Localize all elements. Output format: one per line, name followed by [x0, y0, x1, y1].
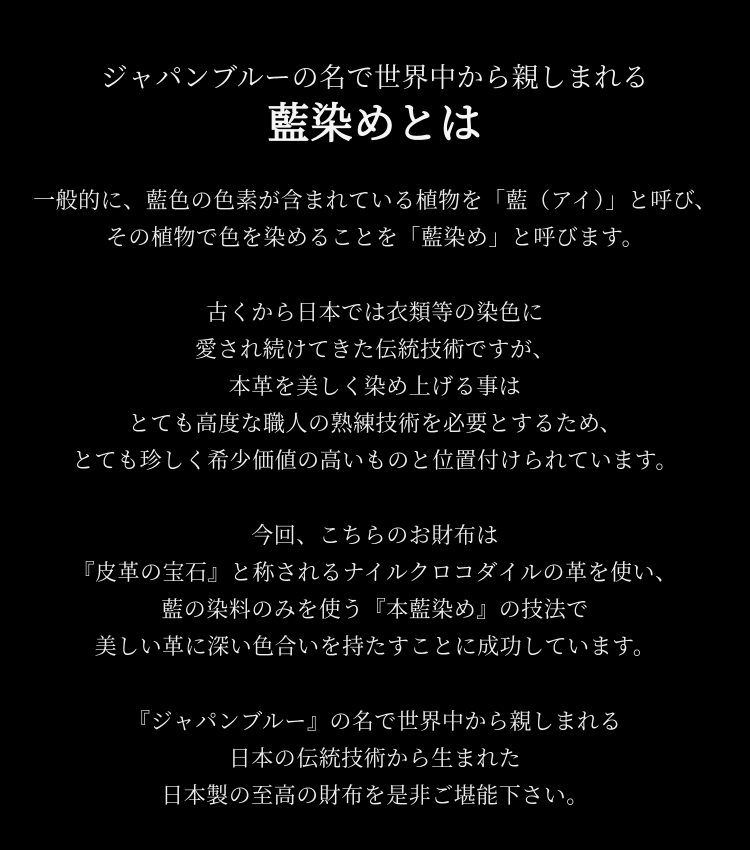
text-line: とても高度な職人の熟練技術を必要とするため、: [127, 411, 623, 436]
paragraph-product: [0, 517, 750, 665]
text-line: 日本の伝統技術から生まれた: [228, 746, 522, 771]
paragraph-closing: [0, 703, 750, 814]
text-line: 今回、こちらのお財布は: [251, 523, 499, 548]
text-line: 『皮革の宝石』と称されるナイルクロコダイルの革を使い、: [72, 560, 678, 585]
text-line: 愛され続けてきた伝統技術ですが、: [194, 337, 555, 362]
paragraph-tradition: [0, 294, 750, 479]
text-line: 『ジャパンブルー』の名で世界中から親しまれる: [128, 709, 622, 734]
text-line: 本革を美しく染め上げる事は: [228, 374, 522, 399]
header-subtitle: ジャパンブルーの名で世界中から親しまれる: [100, 63, 650, 93]
text-line: 一般的に、藍色の色素が含まれている植物を「藍（アイ）」と呼び、: [33, 188, 717, 213]
text-line: 美しい革に深い色合いを持たすことに成功しています。: [94, 634, 656, 659]
text-line: とても珍しく希少価値の高いものと位置付けられています。: [72, 448, 678, 473]
page-title: 藍染めとは: [267, 102, 483, 148]
paragraph-definition: [0, 182, 750, 256]
text-line: 日本製の至高の財布を是非ご堪能下さい。: [161, 783, 589, 808]
text-line: 古くから日本では衣類等の染色に: [206, 300, 544, 325]
text-line: その植物で色を染めることを「藍染め」と呼びます。: [105, 225, 645, 250]
text-line: 藍の染料のみを使う『本藍染め』の技法で: [161, 597, 589, 622]
